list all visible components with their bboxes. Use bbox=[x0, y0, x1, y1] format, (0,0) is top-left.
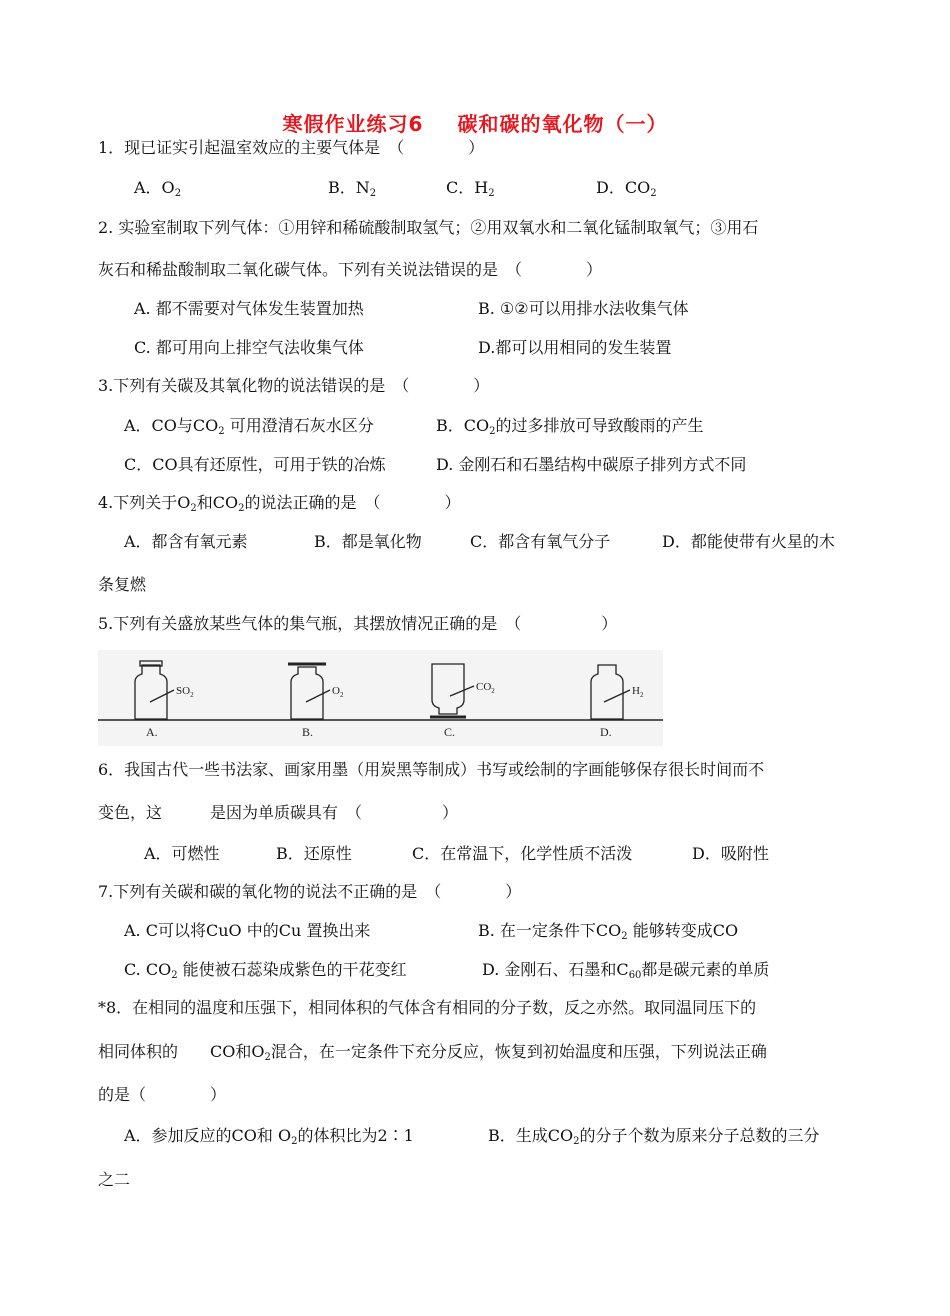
q7-option-d: D. 金刚石、石墨和$C_{60}$都是碳元素的单质 bbox=[482, 960, 770, 981]
q8-option-b: B．生成$CO_2$的分子个数为原来分子总数的三分 bbox=[488, 1126, 820, 1147]
q6-option-d: D．吸附性 bbox=[692, 844, 769, 863]
option-c-label: C. bbox=[444, 725, 456, 739]
q2-option-b: B. ①②可以用排水法收集气体 bbox=[478, 299, 689, 318]
bottle-d-label: $H_2$ bbox=[632, 685, 644, 699]
q1-option-c: C．$H_2$ bbox=[446, 178, 495, 199]
q3-option-d: D. 金刚石和石墨结构中碳原子排列方式不同 bbox=[436, 455, 747, 474]
q1-option-a: A．$O_2$ bbox=[134, 178, 182, 199]
bottle-b-label: $O_2$ bbox=[332, 685, 344, 699]
q6-option-a: A．可燃性 bbox=[144, 844, 220, 863]
q4-option-d: D．都能使带有火星的木 bbox=[662, 532, 835, 551]
q2-option-d: D.都可以用相同的发生装置 bbox=[478, 338, 672, 357]
q4-option-a: A．都含有氧元素 bbox=[124, 532, 248, 551]
q2-option-c: C. 都可用向上排空气法收集气体 bbox=[134, 338, 364, 357]
q6-option-c: C．在常温下，化学性质不活泼 bbox=[412, 844, 633, 863]
q8-option-a: A．参加反应的CO和 $O_2$的体积比为2∶1 bbox=[124, 1126, 414, 1147]
q2-option-a: A. 都不需要对气体发生装置加热 bbox=[134, 299, 364, 318]
q2-stem-line1: 2. 实验室制取下列气体：①用锌和稀硫酸制取氢气；②用双氧水和二氧化锰制取氧气；③用石 bbox=[98, 218, 759, 237]
q3-option-b: B．$CO_2$的过多排放可导致酸雨的产生 bbox=[436, 416, 704, 437]
bottle-c-label: $CO_2$ bbox=[476, 681, 495, 695]
q4-option-b: B．都是氧化物 bbox=[314, 532, 422, 551]
q4-option-c: C．都含有氧气分子 bbox=[470, 532, 611, 551]
q1-stem: 1．现已证实引起温室效应的主要气体是 （ ） bbox=[98, 138, 485, 157]
q5-stem: 5.下列有关盛放某些气体的集气瓶，其摆放情况正确的是 （ ） bbox=[98, 614, 618, 633]
q4-stem: 4.下列关于$O_2$和$CO_2$的说法正确的是 （ ） bbox=[98, 493, 461, 514]
q8-stem-line2: 相同体积的 CO和$O_2$混合，在一定条件下充分反应，恢复到初始温度和压强，下列说法正确 bbox=[98, 1042, 767, 1063]
q3-stem: 3.下列有关碳及其氧化物的说法错误的是 （ ） bbox=[98, 376, 490, 395]
q1-option-d: D．$CO_2$ bbox=[596, 178, 657, 199]
q7-option-b: B. 在一定条件下$CO_2$ 能够转变成CO bbox=[478, 921, 739, 942]
bottle-a-label: $SO_2$ bbox=[176, 685, 194, 699]
q8-option-b-cont: 之二 bbox=[98, 1170, 131, 1189]
q6-stem-line2: 变色，这 是因为单质碳具有 （ ） bbox=[98, 803, 459, 822]
q8-stem-line3: 的是（ ） bbox=[98, 1085, 227, 1104]
option-b-label: B. bbox=[302, 725, 314, 739]
q7-option-a: A. C可以将CuO 中的Cu 置换出来 bbox=[124, 921, 371, 940]
q2-stem-line2: 灰石和稀盐酸制取二氧化碳气体。下列有关说法错误的是 （ ） bbox=[98, 260, 603, 279]
q3-option-c: C．CO具有还原性，可用于铁的冶炼 bbox=[124, 455, 386, 474]
q4-option-d-cont: 条复燃 bbox=[98, 575, 147, 594]
q8-stem-line1: *8．在相同的温度和压强下，相同体积的气体含有相同的分子数，反之亦然。取同温同压下的 bbox=[98, 998, 757, 1017]
page-title: 寒假作业练习6 碳和碳的氧化物（一） bbox=[282, 112, 668, 136]
q3-option-a: A．CO与$CO_2$ 可用澄清石灰水区分 bbox=[124, 416, 374, 437]
q7-option-c: C. $CO_2$ 能使被石蕊染成紫色的干花变红 bbox=[124, 960, 407, 981]
q1-option-b: B．$N_2$ bbox=[328, 178, 377, 199]
q6-option-b: B．还原性 bbox=[276, 844, 352, 863]
gas-bottles-figure bbox=[98, 650, 663, 746]
q7-stem: 7.下列有关碳和碳的氧化物的说法不正确的是 （ ） bbox=[98, 882, 522, 901]
option-d-label: D. bbox=[600, 725, 612, 739]
option-a-label: A. bbox=[146, 725, 158, 739]
q6-stem-line1: 6．我国古代一些书法家、画家用墨（用炭黑等制成）书写或绘制的字画能够保存很长时间而不 bbox=[98, 760, 765, 779]
